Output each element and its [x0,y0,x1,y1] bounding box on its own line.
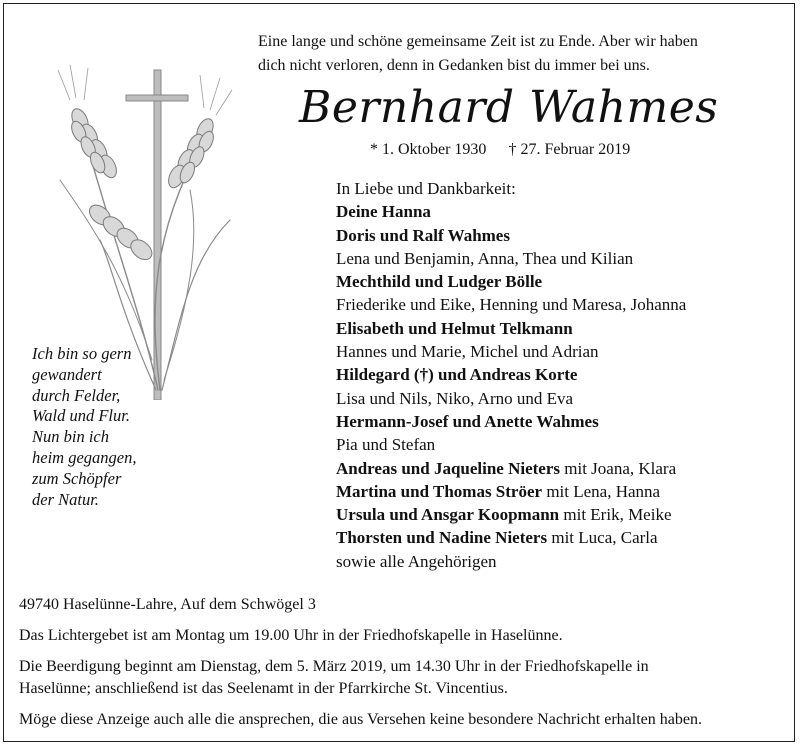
poem-line: durch Felder, [32,385,121,405]
mourners-list [336,177,686,573]
poem [32,344,136,510]
poem-line: Ich bin so gern [32,344,132,363]
deceased-name: Bernhard Wahmes [299,82,719,133]
funeral-info-line: Die Beerdigung beginnt am Dienstag, dem 5. März 2019, um 14.30 Uhr in der Friedhofskapelle in [19,658,649,675]
funeral-info-line: Haselünne; anschließend ist das Seelenamt in der Pfarrkirche St. Vincentius. [19,680,508,697]
mourner-line: Thorsten und Nadine Nieters mit Luca, Carla [336,528,658,548]
poem-line: Nun bin ich [32,427,109,447]
mourner-line: Lena und Benjamin, Anna, Thea und Kilian [336,248,634,268]
mourner-line: Pia und Stefan [336,435,436,455]
mourner-line: sowie alle Angehörigen [336,551,497,571]
mourners-heading: In Liebe und Dankbarkeit: [336,179,516,198]
mourner-line: Deine Hanna [336,202,431,222]
poem-line: Wald und Flur. [32,406,130,426]
life-dates [370,141,630,159]
mourner-line: Hildegard (†) und Andreas Korte [336,365,578,385]
footer-info [19,594,789,731]
mourner-line: Doris und Ralf Wahmes [336,225,510,245]
death-date: † 27. Februar 2019 [508,141,631,158]
mourner-line: Mechthild und Ludger Bölle [336,272,543,292]
mourner-line: Hermann-Josef und Anette Wahmes [336,411,599,431]
mourner-line: Ursula und Ansgar Koopmann mit Erik, Meike [336,505,672,525]
mourner-line: Elisabeth und Helmut Telkmann [336,318,573,338]
wheat-icon [64,104,221,264]
mourner-line: Lisa und Nils, Niko, Arno und Eva [336,388,574,408]
intro-line: Eine lange und schöne gemeinsame Zeit ist zu Ende. Aber wir haben [258,33,698,50]
intro-text [258,30,788,78]
poem-line: gewandert [32,364,102,384]
poem-line: zum Schöpfer [32,468,122,488]
mourner-line: Hannes und Marie, Michel und Adrian [336,342,599,362]
poem-line: heim gegangen, [32,447,137,467]
poem-line: der Natur. [32,489,99,509]
mourner-line: Andreas und Jaqueline Nieters mit Joana, Klara [336,458,677,478]
prayer-info: Das Lichtergebet ist am Montag um 19.00 Uhr in der Friedhofskapelle in Haselünne. [19,627,563,644]
intro-line: dich nicht verloren, denn in Gedanken bist du immer bei uns. [258,57,650,74]
birth-date: * 1. Oktober 1930 [370,141,487,158]
mourner-line: Martina und Thomas Ströer mit Lena, Hanna [336,481,661,501]
mourner-line: Friederike und Eike, Henning und Maresa, Johanna [336,295,687,315]
closing-note: Möge diese Anzeige auch alle die ansprechen, die aus Versehen keine besondere Nachricht erhalten haben. [19,711,702,728]
address: 49740 Haselünne-Lahre, Auf dem Schwögel 3 [19,596,316,613]
